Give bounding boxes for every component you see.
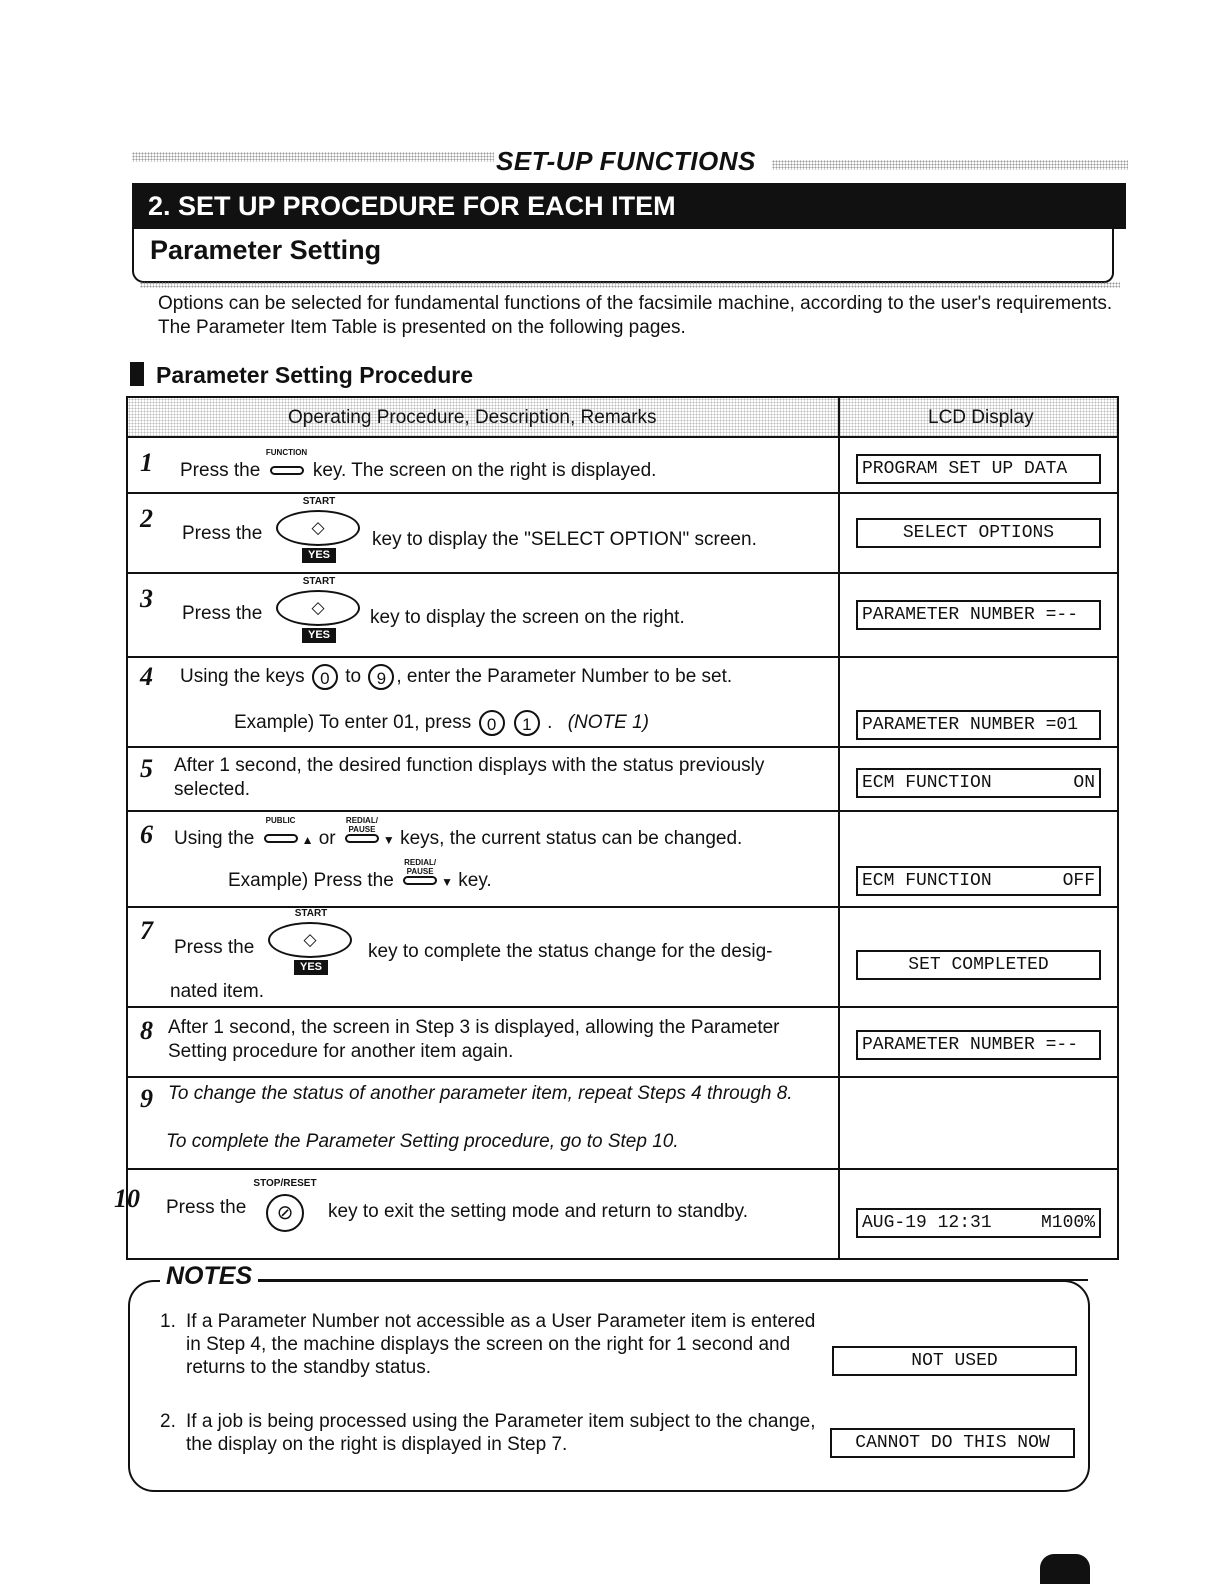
- step-number: 1: [140, 448, 153, 477]
- step-text-a: Press the: [182, 523, 263, 544]
- key-pill: [403, 876, 437, 885]
- redial-pause-key-label: REDIAL/ PAUSE: [345, 816, 378, 834]
- step-text-b: key to exit the setting mode and return to standby.: [328, 1201, 749, 1222]
- step-text-a: Press the: [180, 460, 261, 481]
- start-diamond-icon: ◇: [276, 590, 360, 626]
- key-pill: [270, 466, 304, 475]
- step-text-line2: [228, 858, 492, 894]
- lcd-display: [856, 768, 1101, 798]
- lcd-left-text: ECM FUNCTION: [862, 773, 992, 793]
- lcd-display: [856, 866, 1101, 896]
- step-text-c: Example) To enter 01, press: [234, 712, 472, 734]
- yes-label: YES: [302, 628, 336, 643]
- step-text: [180, 448, 657, 483]
- redial-pause-key-label: REDIAL/ PAUSE: [404, 858, 437, 876]
- down-arrow-icon: ▼: [441, 875, 453, 889]
- step-number: 5: [140, 754, 153, 783]
- function-key-icon: [265, 448, 308, 478]
- step-text-a: Using the keys: [180, 666, 305, 688]
- step-text-d: .: [547, 712, 553, 734]
- step-row-6: [128, 812, 1117, 908]
- note-number: 1.: [160, 1311, 176, 1332]
- lcd-right-text: OFF: [1062, 871, 1095, 891]
- key-pill: [264, 834, 298, 843]
- yes-label: YES: [302, 548, 336, 563]
- step-row-9: [128, 1078, 1117, 1170]
- step-number: 2: [140, 504, 153, 533]
- note-number: 2.: [160, 1411, 176, 1432]
- running-head-rule-left: [132, 152, 494, 162]
- column-header-procedure: Operating Procedure, Description, Remarks: [288, 407, 657, 428]
- start-diamond-icon: ◇: [276, 510, 360, 546]
- lcd-right-text: M100%: [1040, 1213, 1095, 1233]
- step-text-b: , enter the Parameter Number to be set.: [396, 666, 733, 688]
- key-0-icon: 0: [312, 664, 338, 690]
- note-1-lcd: NOT USED: [832, 1346, 1077, 1376]
- step-text-mid: or: [318, 828, 336, 849]
- note-text: If a Parameter Number not accessible as a User Parameter item is entered in Step 4, the machine displays the screen on the right for 1 second and returns to the standby status.: [186, 1311, 816, 1378]
- key-1-icon: 1: [514, 710, 540, 736]
- subsection-shadow: [140, 282, 1120, 288]
- step-text-d: key.: [458, 870, 492, 891]
- start-key-icon: [272, 496, 366, 572]
- step-text-b: key. The screen on the right is displayed.: [312, 460, 657, 481]
- step-text-c: nated item.: [170, 981, 264, 1002]
- step-text-b: key to display the screen on the right.: [370, 607, 685, 628]
- step-number: 7: [140, 916, 153, 945]
- subsection-title: Parameter Setting: [150, 235, 382, 265]
- step-row-1: [128, 438, 1117, 494]
- step-text-a: Using the: [174, 828, 255, 849]
- down-arrow-icon: ▼: [382, 833, 395, 847]
- step-number: 4: [140, 662, 153, 691]
- step-text-line1: [180, 664, 732, 690]
- section-banner: [132, 183, 1126, 229]
- running-head: SET-UP FUNCTIONS: [496, 146, 756, 176]
- step-text-b: To complete the Parameter Setting procedure, go to Step 10.: [166, 1131, 679, 1152]
- step-text-line1: [174, 816, 743, 852]
- start-key-label: START: [302, 496, 336, 507]
- lcd-display: [856, 1208, 1101, 1238]
- lcd-left-text: ECM FUNCTION: [862, 871, 992, 891]
- lcd-display: SET COMPLETED: [856, 950, 1101, 980]
- page-number-tab: [1040, 1554, 1090, 1584]
- public-key-icon: [260, 816, 302, 846]
- procedure-heading-text: Parameter Setting Procedure: [156, 362, 474, 388]
- note-2-lcd: CANNOT DO THIS NOW: [830, 1428, 1075, 1458]
- note-reference: (NOTE 1): [567, 712, 649, 734]
- step-number: 8: [140, 1016, 153, 1045]
- procedure-table: [114, 396, 1119, 1260]
- notes-rule: [258, 1279, 1088, 1281]
- procedure-heading: [130, 362, 473, 389]
- notes-title: NOTES: [160, 1262, 258, 1291]
- key-0-icon: 0: [479, 710, 505, 736]
- start-key-icon: [264, 908, 358, 984]
- step-row-7: [128, 908, 1117, 1008]
- lcd-display: PROGRAM SET UP DATA: [856, 454, 1101, 484]
- step-number: 3: [140, 584, 153, 613]
- step-row-10: [114, 1170, 1117, 1258]
- redial-pause-key-icon: [341, 816, 383, 846]
- up-arrow-icon: ▲: [301, 833, 314, 847]
- step-row-3: [128, 574, 1117, 658]
- note-text: If a job is being processed using the Parameter item subject to the change, the display on the right is displayed in Step 7.: [186, 1411, 816, 1455]
- yes-label: YES: [294, 960, 328, 975]
- note-2: [160, 1410, 818, 1456]
- lcd-right-text: ON: [1073, 773, 1095, 793]
- step-text-mid: to: [345, 666, 362, 688]
- lcd-display: PARAMETER NUMBER =01: [856, 710, 1101, 740]
- step-text: After 1 second, the desired function displays with the status previously selected.: [174, 755, 765, 800]
- step-number: 6: [140, 820, 153, 849]
- step-text-b: key to complete the status change for the desig-: [368, 941, 773, 962]
- note-1: [160, 1310, 818, 1379]
- step-text-c: Example) Press the: [228, 870, 394, 891]
- step-text-b: key to display the "SELECT OPTION" screen.: [372, 529, 757, 550]
- table-header: [128, 398, 1117, 438]
- lcd-display: PARAMETER NUMBER =--: [856, 1030, 1101, 1060]
- running-head-rule-right: [772, 160, 1128, 170]
- step-row-5: [128, 748, 1117, 812]
- stop-reset-key-icon: [250, 1178, 320, 1242]
- step-text-b: keys, the current status can be changed.: [400, 828, 743, 849]
- start-key-label: START: [302, 576, 336, 587]
- step-row-4: [128, 658, 1117, 748]
- heading-bullet: [130, 362, 144, 386]
- lcd-left-text: AUG-19 12:31: [862, 1213, 992, 1233]
- step-text-a: To change the status of another parameter item, repeat Steps 4 through 8.: [168, 1083, 793, 1104]
- redial-pause-key-icon: [399, 858, 441, 888]
- step-row-2: [128, 494, 1117, 574]
- column-header-lcd: LCD Display: [928, 407, 1034, 428]
- key-9-icon: 9: [368, 664, 394, 690]
- stop-symbol-icon: ⊘: [266, 1194, 304, 1232]
- step-text-line2: [234, 710, 649, 736]
- intro-paragraph: Options can be selected for fundamental functions of the facsimile machine, according to the user's requirements. The Parameter Item Table is presented on the following pages.: [158, 293, 1113, 338]
- step-text-a: Press the: [174, 937, 255, 958]
- start-key-icon: [272, 576, 366, 652]
- step-text: After 1 second, the screen in Step 3 is displayed, allowing the Parameter Setting procedure for another item again.: [168, 1017, 780, 1062]
- lcd-display: PARAMETER NUMBER =--: [856, 600, 1101, 630]
- step-text-a: Press the: [182, 603, 263, 624]
- section-title: 2. SET UP PROCEDURE FOR EACH ITEM: [148, 191, 676, 221]
- subsection-box: [132, 229, 1114, 283]
- start-key-label: START: [294, 908, 328, 919]
- lcd-display: SELECT OPTIONS: [856, 518, 1101, 548]
- start-diamond-icon: ◇: [268, 922, 352, 958]
- step-number: 9: [140, 1084, 153, 1113]
- function-key-label: FUNCTION: [265, 448, 308, 457]
- step-text-a: Press the: [166, 1197, 247, 1218]
- key-pill: [345, 834, 379, 843]
- step-number: 10: [114, 1184, 140, 1213]
- stop-reset-key-label: STOP/RESET: [253, 1178, 317, 1189]
- step-row-8: [128, 1008, 1117, 1078]
- public-key-label: PUBLIC: [265, 816, 296, 825]
